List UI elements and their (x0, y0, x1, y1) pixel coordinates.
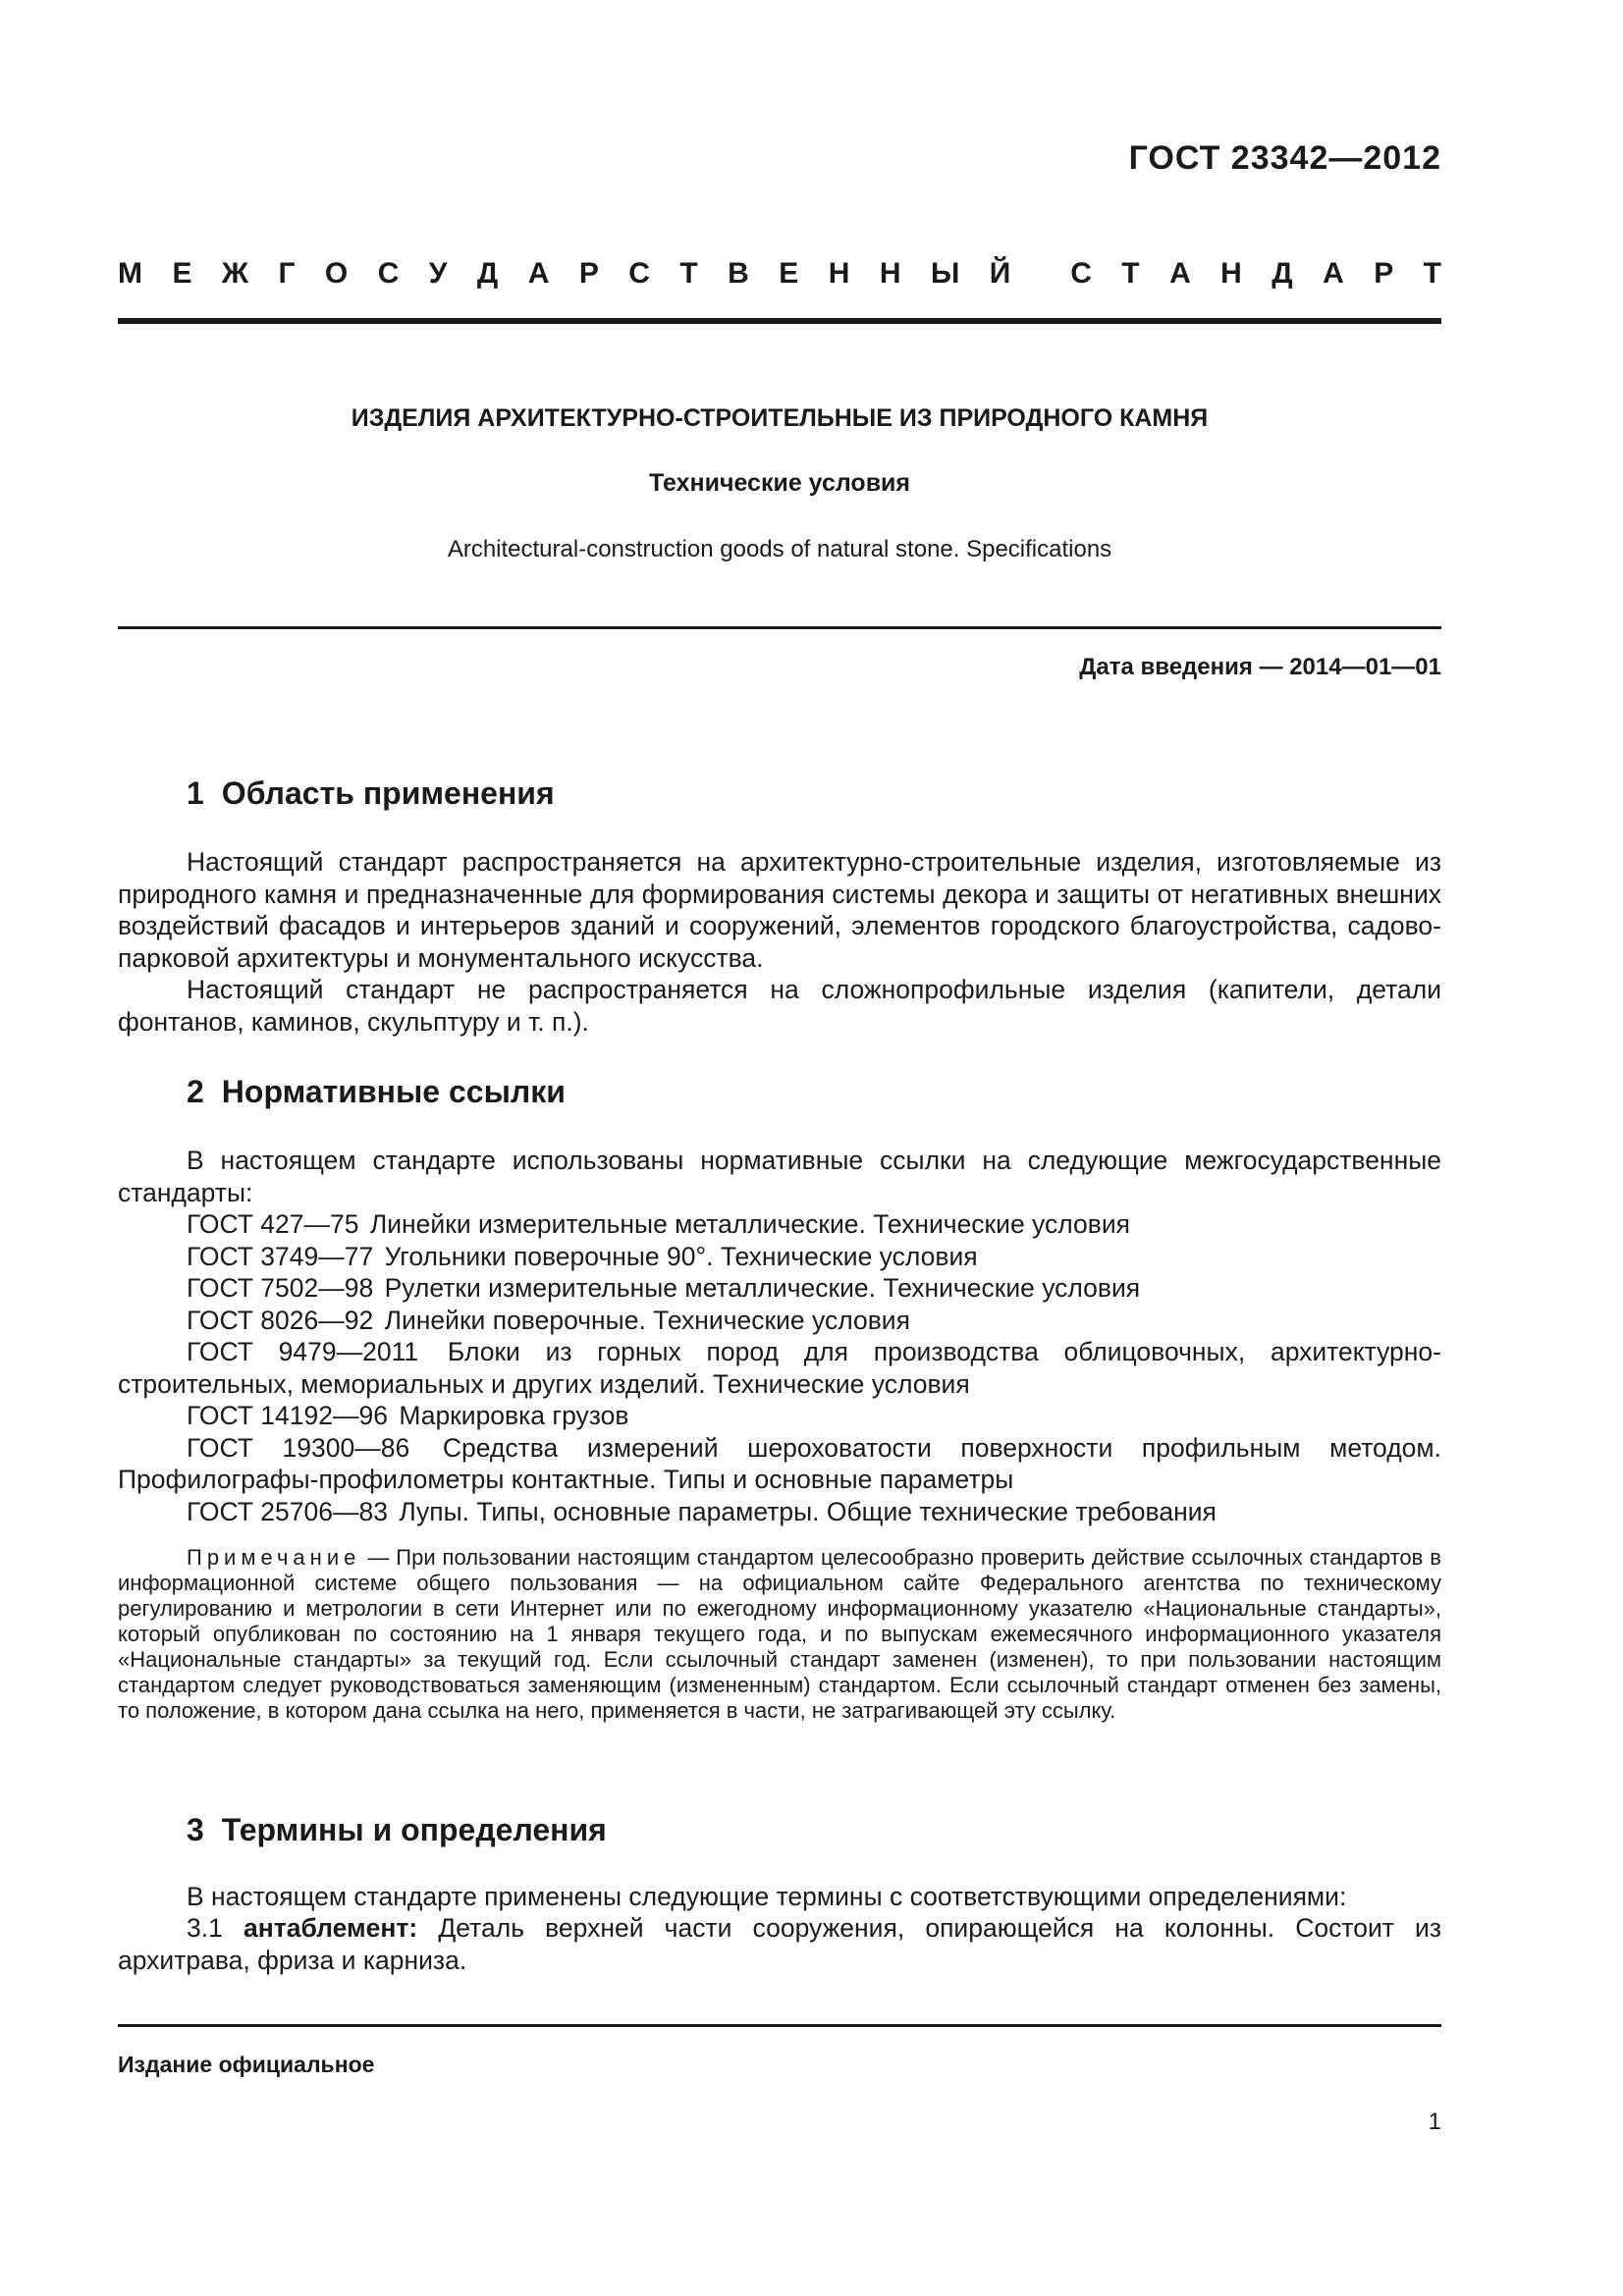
title-divider (118, 626, 1441, 629)
footer-divider (118, 2024, 1441, 2027)
reference-item (118, 1208, 1441, 1241)
heading-letter: С (1070, 257, 1092, 290)
reference-item (118, 1432, 1441, 1496)
document-subtitle: Технические условия (648, 469, 911, 497)
section-heading (187, 1074, 566, 1110)
gost-number: ГОСТ 23342—2012 (1128, 139, 1441, 177)
heading-letter: Н (828, 257, 850, 290)
heading-letter: М (118, 257, 142, 290)
reference-item (118, 1496, 1441, 1528)
term-definition (118, 1912, 1441, 1976)
heading-letter: Д (476, 257, 499, 290)
paragraph: В настоящем стандарте применены следующие термины с соответствующими определениями: (187, 1882, 1347, 1911)
heading-letter: С (377, 257, 400, 290)
heading-letter: Н (879, 257, 901, 290)
document-title: ИЗДЕЛИЯ АРХИТЕКТУРНО-СТРОИТЕЛЬНЫЕ ИЗ ПРИРОДНОГО КАМНЯ (351, 404, 1209, 432)
heading-letter: Г (278, 257, 296, 290)
term-name: антаблемент: (243, 1913, 418, 1943)
heading-letter: Й (989, 257, 1011, 290)
section-heading (187, 1812, 607, 1848)
reference-item (118, 1241, 1441, 1273)
heading-letter: Т (1423, 257, 1441, 290)
paragraph: В настоящем стандарте использованы нормативные ссылки на следующие межгосударственные стандарты: (118, 1146, 1441, 1207)
reference-item (118, 1305, 1441, 1337)
reference-title: Блоки из горных пород для производства облицовочных, архитектурно-строительных, мемориальных и других изделий. Технические условия (118, 1337, 1441, 1399)
note-text: — При пользовании настоящим стандартом целесообразно проверить действие ссылочных стандартов в информационной системе общего пользования — на официальном сайте Федерального агентства по техническому регулированию и метрологии в сети Интернет или по ежегодному информационному указателю «Национальные стандарты», который опубликован по состоянию на 1 января текущего года, и по выпускам ежемесячного информационного указателя «Национальные стандарты» за текущий год. Если ссылочный стандарт заменен (изменен), то при пользовании настоящим стандартом следует руководствоваться заменяющим (измененным) стандартом. Если ссылочный стандарт отменен без замены, то положение, в котором дана ссылка на него, применяется в части, не затрагивающей эту ссылку. (118, 1545, 1441, 1723)
paragraph: Настоящий стандарт распространяется на архитектурно-строительные изделия, изготовляемые из природного камня и предназначенные для формирования системы декора и защиты от негативных внешних воздействий фасадов и интерьеров зданий и сооружений, элементов городского благоустройства, садово-парковой архитектуры и монументального искусства. (118, 847, 1441, 973)
reference-title: Линейки измерительные металлические. Технические условия (369, 1209, 1130, 1239)
heading-letter: У (428, 257, 448, 290)
note (118, 1545, 1441, 1724)
section-number: 3 (187, 1812, 204, 1847)
heading-letter: В (728, 257, 749, 290)
heading-letter: Д (1271, 257, 1293, 290)
term-number: 3.1 (187, 1913, 223, 1943)
heading-letter: А (1323, 257, 1344, 290)
reference-title: Средства измерений шероховатости поверхности профильным методом. Профилографы-профилометры контактные. Типы и основные параметры (118, 1432, 1441, 1494)
introduction-date: Дата введения — 2014—01—01 (1079, 654, 1441, 680)
reference-code: ГОСТ 3749—77 (187, 1241, 374, 1271)
reference-item (118, 1336, 1441, 1400)
heading-letter: Ж (221, 257, 249, 290)
reference-code: ГОСТ 25706—83 (187, 1496, 388, 1526)
header-divider (118, 318, 1441, 324)
heading-letter: Т (1121, 257, 1140, 290)
reference-code: ГОСТ 14192—96 (187, 1401, 388, 1430)
heading-letter: Р (1374, 257, 1394, 290)
reference-item (118, 1400, 1441, 1432)
heading-letter: О (324, 257, 349, 290)
reference-code: ГОСТ 8026—92 (187, 1305, 374, 1335)
reference-code: ГОСТ 427—75 (187, 1209, 359, 1239)
reference-code: ГОСТ 19300—86 (187, 1432, 410, 1463)
heading-letter: Е (779, 257, 799, 290)
interstate-standard-heading (118, 257, 1441, 296)
paragraph: Настоящий стандарт не распространяется на сложнопрофильные изделия (капители, детали фонтанов, каминов, скульптуру и т. п.). (118, 975, 1441, 1037)
heading-letter: Т (679, 257, 698, 290)
reference-title: Линейки поверочные. Технические условия (384, 1305, 910, 1335)
document-title-english: Architectural-construction goods of natural stone. Specifications (447, 536, 1112, 562)
reference-title: Маркировка грузов (399, 1401, 629, 1430)
reference-code: ГОСТ 7502—98 (187, 1273, 374, 1303)
term-text: Деталь верхней части сооружения, опирающейся на колонны. Состоит из архитрава, фриза и карниза. (118, 1913, 1441, 1975)
page-number: 1 (1428, 2109, 1441, 2135)
reference-title: Угольники поверочные 90°. Технические условия (384, 1241, 978, 1271)
heading-letter: Е (172, 257, 192, 290)
reference-title: Рулетки измерительные металлические. Технические условия (384, 1273, 1141, 1303)
reference-code: ГОСТ 9479—2011 (187, 1337, 419, 1366)
heading-letter: Ы (930, 257, 960, 290)
references-list (118, 1208, 1441, 1527)
section-title: Область применения (221, 775, 555, 811)
heading-letter: А (1169, 257, 1191, 290)
reference-title: Лупы. Типы, основные параметры. Общие технические требования (399, 1496, 1217, 1526)
section-heading (187, 775, 555, 812)
section-title: Термины и определения (221, 1812, 607, 1847)
heading-letter: А (527, 257, 550, 290)
heading-letter: Н (1220, 257, 1242, 290)
section-number: 2 (187, 1074, 204, 1109)
official-edition-label: Издание официальное (118, 2052, 375, 2077)
section-title: Нормативные ссылки (221, 1074, 566, 1109)
note-label: Примечание (187, 1545, 361, 1570)
reference-item (118, 1272, 1441, 1305)
heading-letter: Р (578, 257, 599, 290)
section-number: 1 (187, 775, 204, 811)
heading-letter: С (628, 257, 650, 290)
